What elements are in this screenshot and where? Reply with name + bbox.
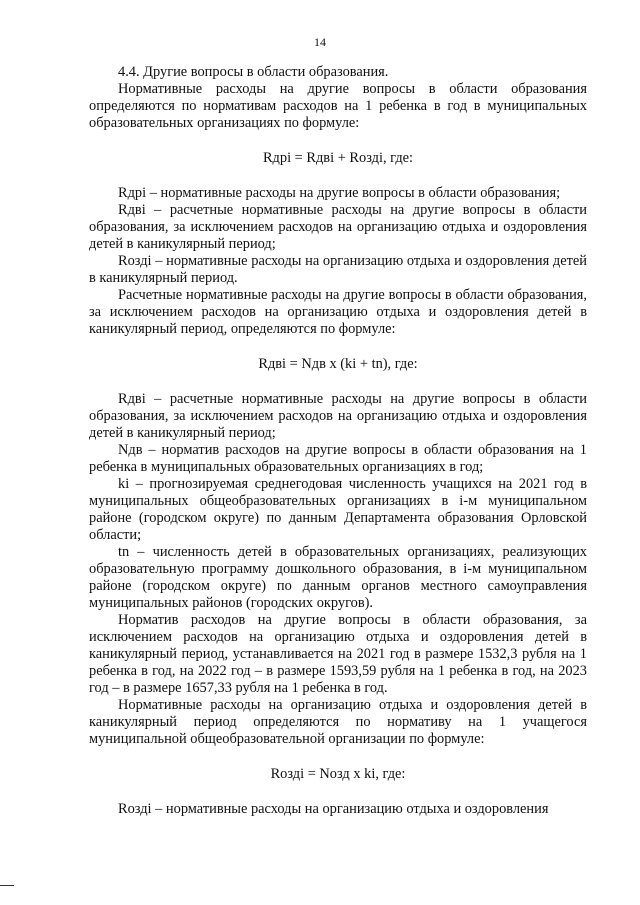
- section-heading: 4.4. Другие вопросы в области образования.: [118, 64, 389, 80]
- formula-rdv: Rдвi = Nдв x (ki + tn), где:: [258, 356, 418, 372]
- definition-ki: ki – прогнозируемая среднегодовая численность учащихся на 2021 год в муниципальных общеобразовательных организациях в i-м муниципальном районе (городском округе) по данным Департамента образования Орловской области;: [89, 476, 587, 543]
- definition-ndv: Nдв – норматив расходов на другие вопросы в области образования на 1 ребенка в муниципальных образовательных организациях в год;: [89, 442, 587, 475]
- paragraph: Нормативные расходы на другие вопросы в области образования определяются по нормативам расходов на 1 ребенка в год в муниципальных образовательных организациях по формуле:: [89, 81, 587, 131]
- paragraph-norm-values: Норматив расходов на другие вопросы в области образования, за исключением расходов на организацию отдыха и оздоровления детей в каникулярный период, устанавливается на 2021 год в размере 1532,3 рубля на 1 ребенка в год, на 2022 год – в размере 1593,59 рубля на 1 ребенка в год, на 2023 год – в размере 1657,33 рубля на 1 ребенка в год.: [89, 612, 587, 696]
- definition-rozd: Rоздi – нормативные расходы на организацию отдыха и оздоровления детей в каникулярный период.: [89, 253, 587, 286]
- paragraph: Нормативные расходы на организацию отдыха и оздоровления детей в каникулярный период определяются по нормативу на 1 учащегося муниципальной общеобразовательной организации по формуле:: [89, 697, 587, 747]
- formula-rdr: Rдрi = Rдвi + Rоздi, где:: [262, 150, 414, 166]
- definition-rozd: Rоздi – нормативные расходы на организацию отдыха и оздоровления: [118, 801, 549, 817]
- definition-rdv: Rдвi – расчетные нормативные расходы на другие вопросы в области образования, за исключением расходов на организацию отдыха и оздоровления детей в каникулярный период;: [89, 391, 587, 441]
- paragraph: Расчетные нормативные расходы на другие вопросы в области образования, за исключением расходов на организацию отдыха и оздоровления детей в каникулярный период, определяются по формуле:: [89, 287, 587, 337]
- margin-mark: [0, 885, 14, 886]
- definition-rdv: Rдвi – расчетные нормативные расходы на другие вопросы в области образования, за исключением расходов на организацию отдыха и оздоровления детей в каникулярный период;: [89, 202, 587, 252]
- formula-rozd: Rоздi = Nозд x ki, где:: [270, 766, 406, 782]
- definition-rdr: Rдрi – нормативные расходы на другие вопросы в области образования;: [118, 185, 561, 201]
- page-number: 14: [314, 35, 326, 49]
- document-body: [89, 64, 587, 818]
- definition-tn: tn – численность детей в образовательных организациях, реализующих образовательную программу дошкольного образования, в i-м муниципальном районе (городском округе) по данным органов местного самоуправления муниципальных районов (городских округов).: [89, 544, 587, 611]
